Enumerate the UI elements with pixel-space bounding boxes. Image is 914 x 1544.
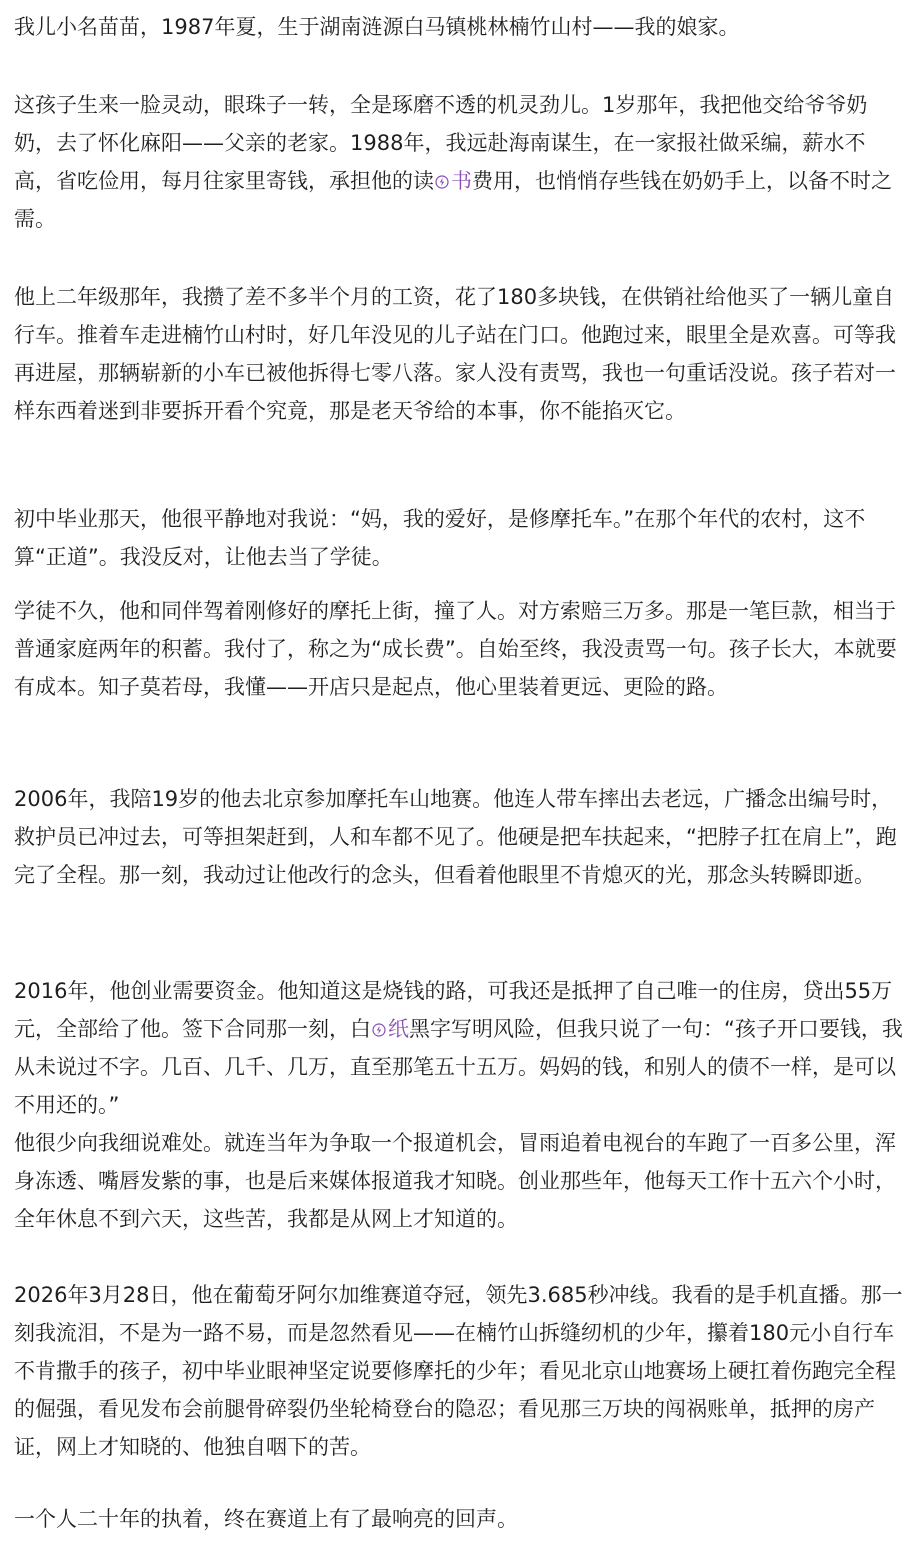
keyword-link-shu[interactable]: 书	[451, 169, 472, 193]
paragraph-4: 初中毕业那天，他很平静地对我说：“妈，我的爱好，是修摩托车。”在那个年代的农村，这不算“正道”。我没反对，让他去当了学徒。	[14, 507, 866, 569]
paragraph-3: 他上二年级那年，我攒了差不多半个月的工资，花了180多块钱，在供销社给他买了一辆儿童自行车。推着车走进楠竹山村时，好几年没见的儿子站在门口。他跑过来，眼里全是欢喜。可等我再进屋，那辆崭新的小车已被他拆得七零八落。家人没有责骂，我也一句重话没说。孩子若对一样东西着迷到非要拆开看个究竟，那是老天爷给的本事，你不能掐灭它。	[14, 285, 896, 423]
paragraph-5: 学徒不久，他和同伴驾着刚修好的摩托上街，撞了人。对方索赔三万多。那是一笔巨款，相当于普通家庭两年的积蓄。我付了，称之为“成长费”。自始至终，我没责骂一句。孩子长大，本就要有成本。知子莫若母，我懂——开店只是起点，他心里装着更远、更险的路。	[14, 599, 897, 699]
paragraph-9: 2026年3月28日，他在葡萄牙阿尔加维赛道夺冠，领先3.685秒冲线。我看的是手机直播。那一刻我流泪，不是为一路不易，而是忽然看见——在楠竹山拆缝纫机的少年，攥着180元小自行车不肯撒手的孩子，初中毕业眼神坚定说要修摩托的少年；看见北京山地赛场上硬扛着伤跑完全程的倔强，看见发布会前腿骨碎裂仍坐轮椅登台的隐忍；看见那三万块的闯祸账单，抵押的房产证，网上才知晓的、他独自咽下的苦。	[14, 1283, 903, 1459]
lightning-circle-icon[interactable]	[372, 1023, 386, 1037]
paragraph-2	[14, 86, 904, 238]
paragraph-2-text-after: 费用，也悄悄存些钱在奶奶手上，以备不时之需。	[14, 169, 892, 231]
paragraph-7-text-before: 2016年，他创业需要资金。他知道这是烧钱的路，可我还是抵押了自己唯一的住房，贷出55万元，全部给了他。签下合同那一刻，白	[14, 979, 893, 1041]
paragraph-10: 一个人二十年的执着，终在赛道上有了最响亮的回声。	[14, 1507, 518, 1531]
paragraph-2-text-before: 这孩子生来一脸灵动，眼珠子一转，全是琢磨不透的机灵劲儿。1岁那年，我把他交给爷爷奶奶，去了怀化麻阳——父亲的老家。1988年，我远赴海南谋生，在一家报社做采编，薪水不高，省吃俭用，每月往家里寄钱，承担他的读	[14, 93, 868, 193]
paragraph-8: 他很少向我细说难处。就连当年为争取一个报道机会，冒雨追着电视台的车跑了一百多公里，浑身冻透、嘴唇发紫的事，也是后来媒体报道我才知晓。创业那些年，他每天工作十五六个小时，全年休息不到六天，这些苦，我都是从网上才知道的。	[14, 1131, 896, 1231]
keyword-link-zhi[interactable]: 纸	[388, 1017, 409, 1041]
lightning-circle-icon[interactable]	[435, 175, 449, 189]
paragraph-7	[14, 972, 904, 1124]
paragraph-7-text-after: 黑字写明风险，但我只说了一句：“孩子开口要钱，我从未说过不字。几百、几千、几万，直至那笔五十五万。妈妈的钱，和别人的债不一样，是可以不用还的。”	[14, 1017, 903, 1117]
paragraph-1: 我儿小名苗苗，1987年夏，生于湖南涟源白马镇桃林楠竹山村——我的娘家。	[14, 15, 740, 39]
paragraph-6: 2006年，我陪19岁的他去北京参加摩托车山地赛。他连人带车摔出去老远，广播念出编号时，救护员已冲过去，可等担架赶到，人和车都不见了。他硬是把车扶起来，“把脖子扛在肩上”，跑完了全程。那一刻，我动过让他改行的念头，但看着他眼里不肯熄灭的光，那念头转瞬即逝。	[14, 787, 897, 887]
